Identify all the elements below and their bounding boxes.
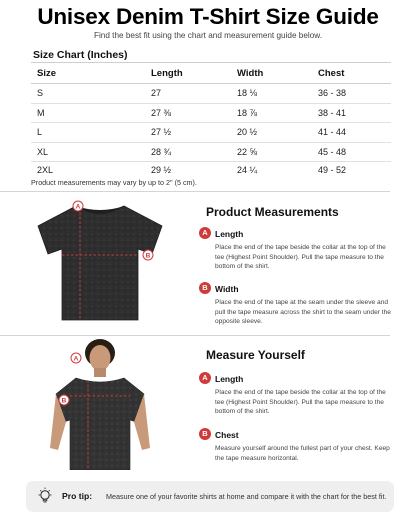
pro-tip-label: Pro tip:	[62, 491, 93, 501]
width-heading: Width	[215, 284, 239, 294]
cell-chest: 45 - 48	[312, 142, 391, 162]
marker-b: B	[145, 252, 151, 260]
length-badge: A	[199, 227, 211, 239]
cell-size: 2XL	[37, 165, 54, 176]
length-heading: Length	[215, 374, 244, 384]
size-chart-note: Product measurements may vary by up to 2" (5 cm).	[31, 178, 197, 187]
cell-width: 18 ⅞	[231, 103, 312, 123]
length-instructions: Place the end of the tape beside the collar at the top of the tee (Highest Point Shoulder). Pull the tape measure to the bottom of the shirt.	[215, 389, 386, 416]
cell-size: L	[31, 123, 145, 143]
pro-tip-box	[26, 481, 394, 512]
length-heading: Length	[215, 229, 244, 239]
marker-b: B	[61, 397, 67, 405]
marker-a: A	[73, 355, 79, 363]
cell-chest: 41 - 44	[312, 123, 391, 143]
column-header-length: Length	[145, 63, 231, 84]
cell-size: XL	[31, 142, 145, 162]
table-header-row	[31, 63, 391, 84]
cell-width: 18 ⅛	[231, 84, 312, 104]
model-face	[90, 345, 111, 371]
table-row	[31, 123, 391, 143]
cell-width: 24 ¼	[237, 165, 258, 176]
cell-length: 29 ½	[151, 165, 172, 176]
lightbulb-icon	[37, 487, 53, 505]
section-divider	[0, 191, 390, 192]
column-header-size: Size	[31, 63, 145, 84]
chest-badge: B	[199, 428, 211, 440]
product-measurements-title: Product Measurements	[206, 205, 339, 219]
cell-chest: 36 - 38	[312, 84, 391, 104]
measure-yourself-title: Measure Yourself	[206, 348, 305, 362]
table-row	[31, 103, 391, 123]
cell-chest: 49 - 52	[318, 165, 347, 176]
cell-length: 28 ¾	[145, 142, 231, 162]
cell-length: 27 ½	[145, 123, 231, 143]
cell-chest: 38 - 41	[312, 103, 391, 123]
table-row	[31, 84, 391, 104]
size-chart-table	[31, 62, 391, 179]
page-title: Unisex Denim T-Shirt Size Guide	[37, 4, 379, 29]
length-instructions: Place the end of the tape beside the collar at the top of the tee (Highest Point Shoulder). Pull the tape measure to the bottom of the shirt.	[215, 244, 386, 271]
cell-width: 20 ½	[231, 123, 312, 143]
table-row	[31, 142, 391, 162]
section-divider	[0, 335, 390, 336]
column-header-width: Width	[231, 63, 312, 84]
cell-width: 22 ⅝	[231, 142, 312, 162]
size-chart-title: Size Chart (Inches)	[33, 49, 128, 61]
cell-length: 27	[145, 84, 231, 104]
width-badge: B	[199, 282, 211, 294]
flat-tshirt-image	[36, 196, 164, 324]
cell-length: 27 ⅜	[145, 103, 231, 123]
chest-heading: Chest	[215, 430, 239, 440]
column-header-chest: Chest	[312, 63, 391, 84]
pro-tip-text: Measure one of your favorite shirts at home and compare it with the chart for the best fit.	[106, 492, 387, 501]
tshirt-body	[38, 203, 162, 320]
width-instructions: Place the end of the tape at the seam under the sleeve and pull the tape measure across the shirt to the seam under the opposite sleeve.	[215, 299, 391, 326]
model-tshirt	[56, 378, 144, 470]
model-neck	[94, 368, 106, 377]
cell-size: S	[31, 84, 145, 104]
page-subtitle: Find the best fit using the chart and measurement guide below.	[93, 31, 323, 40]
marker-a: A	[75, 203, 81, 211]
model-image	[44, 338, 154, 470]
table-row	[31, 162, 391, 179]
length-badge: A	[199, 372, 211, 384]
cell-size: M	[31, 103, 145, 123]
chest-instructions: Measure yourself around the fullest part of your chest. Keep the tape measure horizontal.	[215, 445, 390, 462]
